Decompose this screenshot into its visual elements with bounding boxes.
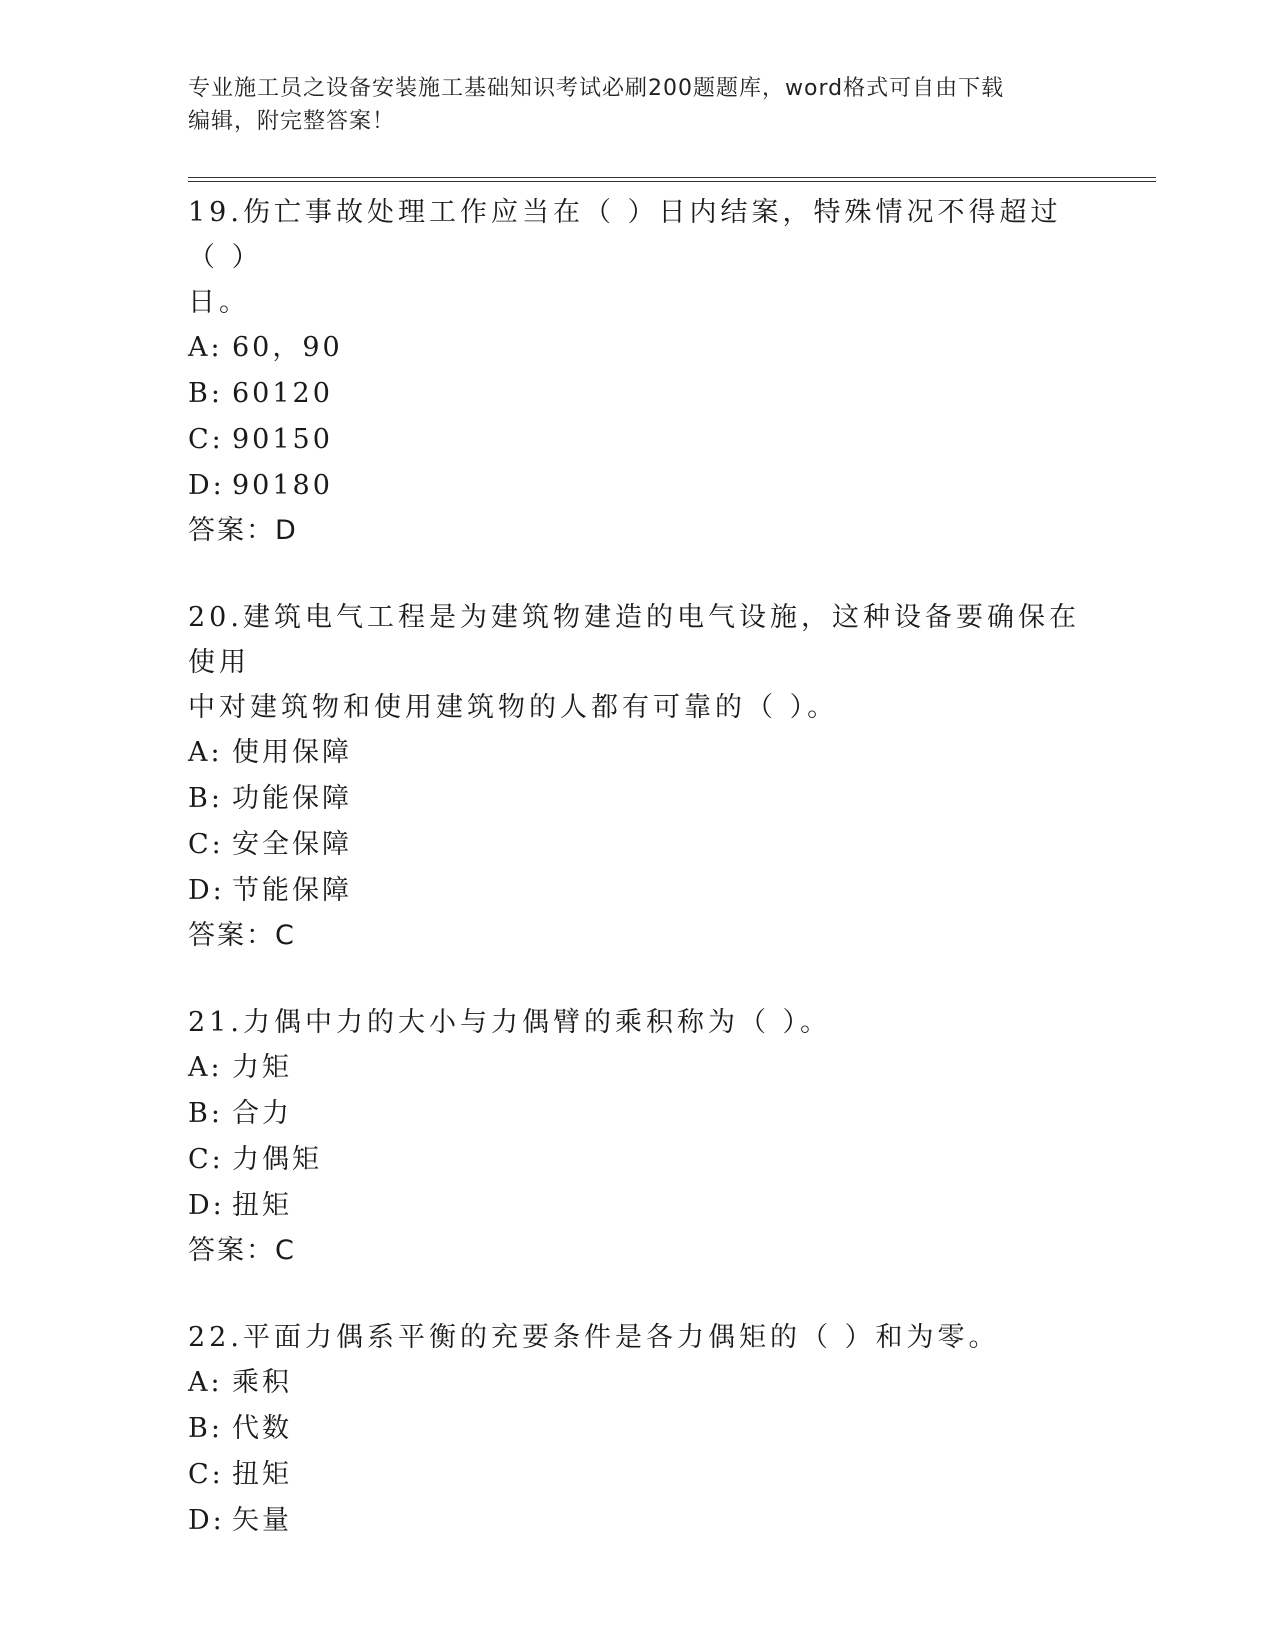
header-divider-top bbox=[188, 177, 1156, 178]
option-d bbox=[188, 868, 1088, 914]
option-text: 扭矩 bbox=[232, 1190, 292, 1221]
header-line-1: 专业施工员之设备安装施工基础知识考试必刷200题题库，word格式可自由下载 bbox=[188, 76, 1005, 101]
option-text: 力矩 bbox=[232, 1052, 292, 1083]
option-key: D: bbox=[188, 1505, 225, 1536]
header-divider-bottom bbox=[188, 181, 1156, 182]
option-text: 90180 bbox=[232, 470, 333, 501]
option-a bbox=[188, 1045, 1088, 1091]
option-a bbox=[188, 1360, 1088, 1406]
option-d bbox=[188, 1183, 1088, 1229]
option-text: 扭矩 bbox=[232, 1459, 292, 1490]
document-header bbox=[188, 72, 1068, 138]
option-text: 乘积 bbox=[232, 1367, 292, 1398]
option-c bbox=[188, 417, 1088, 463]
question-19 bbox=[188, 190, 1088, 553]
option-text: 矢量 bbox=[232, 1505, 292, 1536]
header-line-2: 编辑，附完整答案！ bbox=[188, 109, 396, 134]
option-key: A: bbox=[188, 1052, 223, 1083]
option-text: 60120 bbox=[232, 378, 333, 409]
question-20 bbox=[188, 595, 1088, 958]
option-b bbox=[188, 1091, 1088, 1137]
question-stem-line-1: 22.平面力偶系平衡的充要条件是各力偶矩的（ ）和为零。 bbox=[188, 1322, 1000, 1353]
option-key: C: bbox=[188, 1144, 224, 1175]
option-b bbox=[188, 776, 1088, 822]
question-21 bbox=[188, 1000, 1088, 1273]
option-key: A: bbox=[188, 332, 223, 363]
question-stem-line-2: 中对建筑物和使用建筑物的人都有可靠的（ ）。 bbox=[188, 692, 839, 723]
option-text: 代数 bbox=[232, 1413, 292, 1444]
answer-line: 答案：D bbox=[188, 515, 298, 546]
option-text: 90150 bbox=[232, 424, 333, 455]
option-b bbox=[188, 1406, 1088, 1452]
option-key: B: bbox=[188, 783, 223, 814]
option-c bbox=[188, 1452, 1088, 1498]
option-b bbox=[188, 371, 1088, 417]
option-key: C: bbox=[188, 829, 224, 860]
option-d bbox=[188, 463, 1088, 509]
option-text: 节能保障 bbox=[232, 875, 352, 906]
option-text: 60，90 bbox=[232, 332, 343, 363]
option-d bbox=[188, 1498, 1088, 1544]
option-key: A: bbox=[188, 1367, 223, 1398]
option-key: D: bbox=[188, 470, 225, 501]
option-key: D: bbox=[188, 875, 225, 906]
option-text: 安全保障 bbox=[232, 829, 352, 860]
question-stem-line-1: 19.伤亡事故处理工作应当在（ ）日内结案，特殊情况不得超过（ ） bbox=[188, 197, 1062, 273]
question-stem-line-1: 20.建筑电气工程是为建筑物建造的电气设施，这种设备要确保在使用 bbox=[188, 602, 1080, 678]
question-stem-line-2: 日。 bbox=[188, 287, 250, 318]
option-key: B: bbox=[188, 378, 223, 409]
option-text: 力偶矩 bbox=[232, 1144, 322, 1175]
option-key: C: bbox=[188, 424, 224, 455]
answer-line: 答案：C bbox=[188, 1235, 296, 1266]
option-text: 功能保障 bbox=[232, 783, 352, 814]
option-key: C: bbox=[188, 1459, 224, 1490]
question-22 bbox=[188, 1315, 1088, 1544]
option-c bbox=[188, 1137, 1088, 1183]
question-stem-line-1: 21.力偶中力的大小与力偶臂的乘积称为（ ）。 bbox=[188, 1007, 832, 1038]
option-text: 合力 bbox=[232, 1098, 292, 1129]
answer-line: 答案：C bbox=[188, 920, 296, 951]
option-text: 使用保障 bbox=[232, 737, 352, 768]
option-key: B: bbox=[188, 1098, 223, 1129]
option-key: D: bbox=[188, 1190, 225, 1221]
question-list bbox=[188, 190, 1088, 1586]
option-a bbox=[188, 325, 1088, 371]
option-a bbox=[188, 730, 1088, 776]
option-key: B: bbox=[188, 1413, 223, 1444]
option-c bbox=[188, 822, 1088, 868]
option-key: A: bbox=[188, 737, 223, 768]
